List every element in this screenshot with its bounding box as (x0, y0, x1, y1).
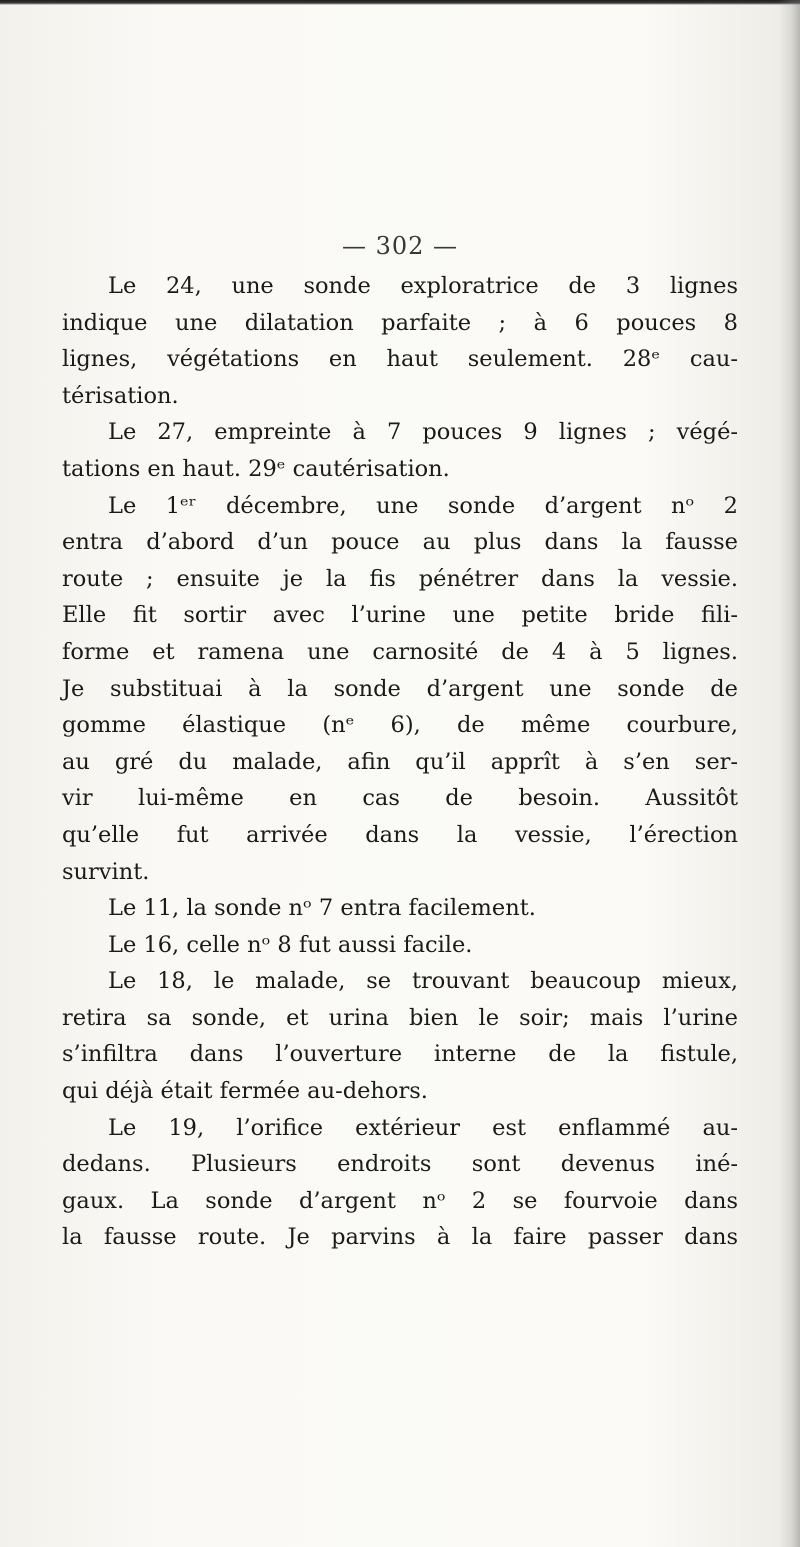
text-line: Le 16, celle nᵒ 8 fut aussi facile. (108, 931, 473, 958)
page-number-header: — 302 — (341, 232, 459, 260)
text-line: dedans. Plusieurs endroits sont devenus iné- (62, 1151, 738, 1178)
text-line: térisation. (62, 382, 179, 409)
text-line: forme et ramena une carnosité de 4 à 5 lignes. (62, 638, 738, 665)
body-text (62, 268, 738, 1256)
text-line: survint. (62, 858, 150, 885)
text-line: Elle fit sortir avec l’urine une petite bride fili- (62, 602, 738, 629)
text-line: Le 24, une sonde exploratrice de 3 lignes (108, 273, 738, 299)
text-line: Le 11, la sonde nᵒ 7 entra facilement. (108, 895, 536, 922)
text-line: Le 19, l’orifice extérieur est enflammé au- (108, 1114, 738, 1141)
text-line: s’infiltra dans l’ouverture interne de la fistule, (62, 1041, 738, 1068)
text-line: gaux. La sonde d’argent nᵒ 2 se fourvoie dans (62, 1187, 738, 1214)
text-line: qui déjà était fermée au-dehors. (62, 1078, 428, 1105)
text-line: lignes, végétations en haut seulement. 28ᵉ cau- (62, 346, 738, 373)
text-line: Je substituai à la sonde d’argent une sonde de (62, 675, 738, 702)
text-line: tations en haut. 29ᵉ cautérisation. (62, 455, 450, 482)
text-line: Le 1ᵉʳ décembre, une sonde d’argent nᵒ 2 (108, 492, 738, 519)
page-top-edge (0, 0, 800, 5)
text-line: indique une dilatation parfaite ; à 6 pouces 8 (62, 309, 738, 336)
text-line: la fausse route. Je parvins à la faire passer dans (62, 1224, 738, 1251)
text-line: entra d’abord d’un pouce au plus dans la fausse (62, 529, 738, 556)
text-line: Le 27, empreinte à 7 pouces 9 lignes ; végé- (108, 419, 738, 446)
text-line: vir lui-même en cas de besoin. Aussitôt (62, 785, 738, 812)
text-line: gomme élastique (nᵉ 6), de même courbure, (62, 712, 738, 739)
text-line: retira sa sonde, et urina bien le soir; mais l’urine (62, 1004, 738, 1031)
text-line: qu’elle fut arrivée dans la vessie, l’érection (62, 821, 738, 848)
text-line: Le 18, le malade, se trouvant beaucoup mieux, (108, 968, 738, 995)
text-line: route ; ensuite je la fis pénétrer dans la vessie. (62, 565, 738, 592)
text-line: au gré du malade, afin qu’il apprît à s’en ser- (62, 748, 738, 775)
